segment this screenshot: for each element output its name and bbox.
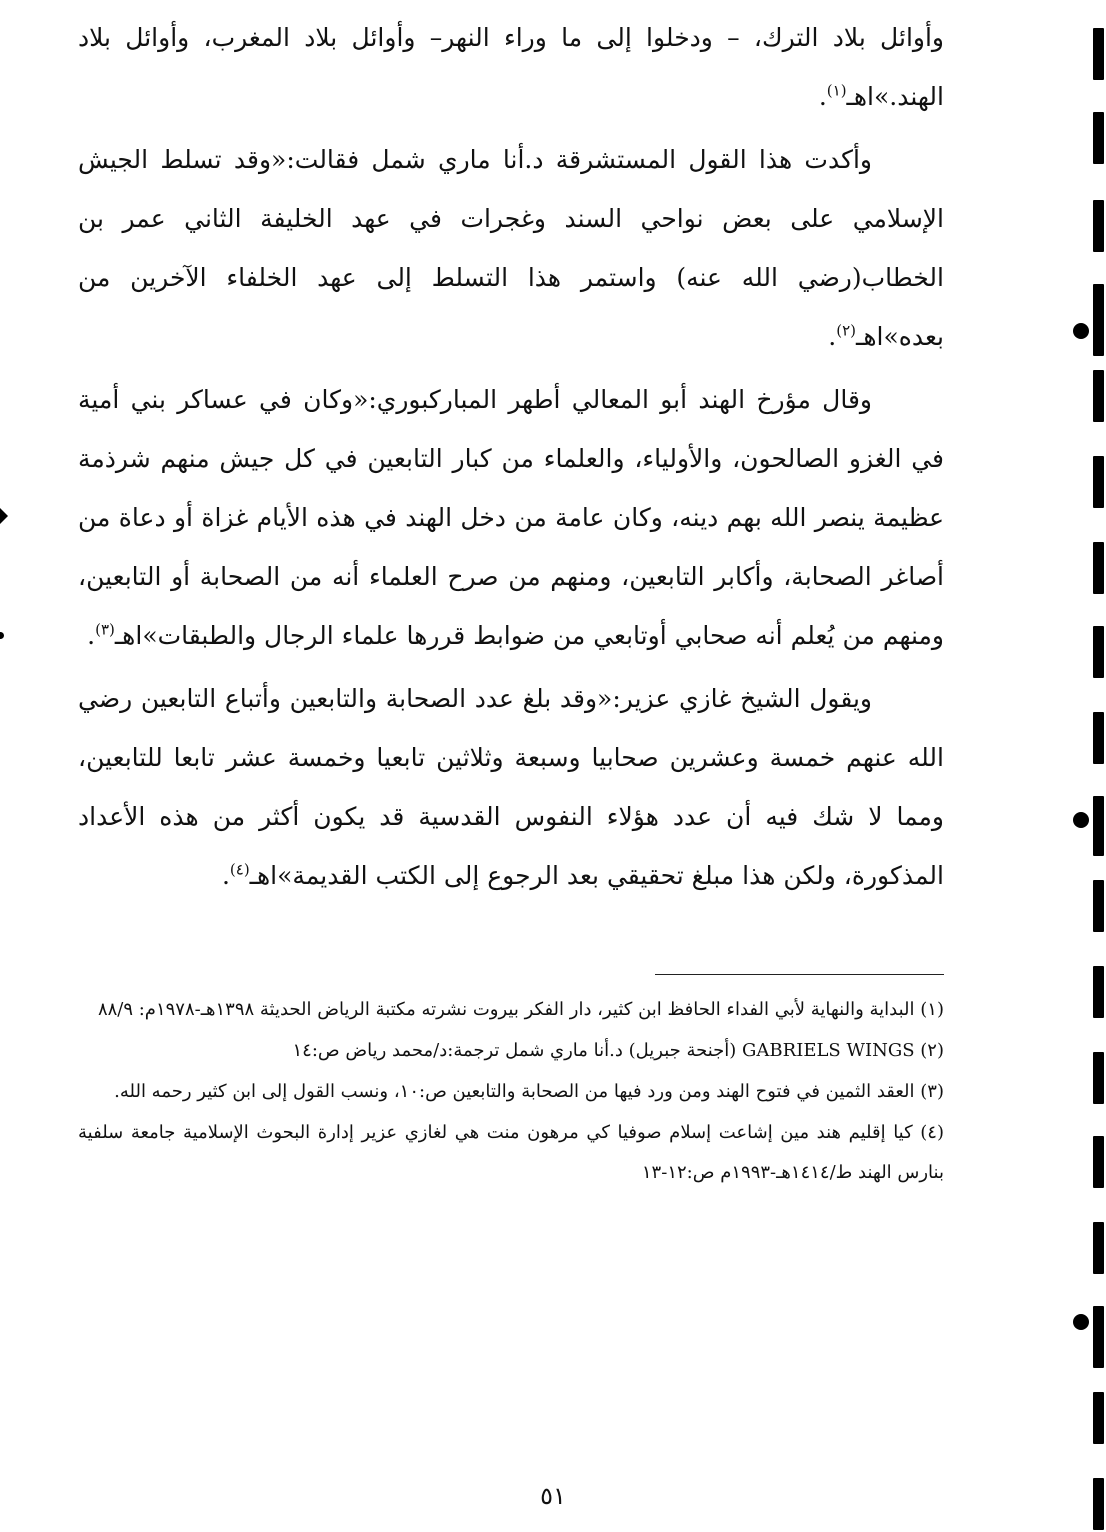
binding-mark bbox=[1093, 370, 1104, 422]
binding-mark bbox=[1093, 880, 1104, 932]
binding-mark bbox=[1093, 1052, 1104, 1104]
footnote-separator bbox=[655, 974, 944, 975]
binding-mark bbox=[1093, 200, 1104, 252]
footnote-3: (٣) العقد الثمين في فتوح الهند ومن ورد فيها من الصحابة والتابعين ص:١٠، ونسب القول إلى ابن كثير رحمه الله. bbox=[114, 1081, 944, 1102]
binding-mark bbox=[1093, 284, 1104, 356]
footnote-ref-4: (٤) bbox=[229, 860, 250, 879]
binding-mark bbox=[1093, 28, 1104, 80]
binding-hole bbox=[1073, 323, 1089, 339]
binding-mark bbox=[1093, 542, 1104, 594]
footnote-ref-2: (٢) bbox=[836, 321, 856, 340]
paragraph-3: وقال مؤرخ الهند أبو المعالي أطهر المباركبوري:«وكان في عساكر بني أمية في الغزو الصالحون، والأولياء، والعلماء من كبار التابعين في كل جيش منهم شرذمة عظيمة ينصر الله بهم دينه، وكان عامة من دخل الهند في هذه الأيام غزاة أو دعاة من أصاغر الصحابة، وأكابر التابعين، ومنهم من صرح العلماء أنه من الصحابة أو التابعين، ومنهم من يُعلم أنه صحابي أوتابعي من ضوابط قررها علماء الرجال والطبقات»اهـ$^{(٣)}$. bbox=[78, 385, 944, 650]
page-number: ٥١ bbox=[540, 1482, 566, 1510]
binding-mark bbox=[1093, 626, 1104, 678]
binding-mark bbox=[1093, 456, 1104, 508]
body-text bbox=[78, 8, 944, 909]
footnote-4: (٤) كيا إقليم هند مين إشاعت إسلام صوفيا كي مرهون منت هي لغازي عزير إدارة البحوث الإسلامية جامعة سلفية بنارس الهند ط/١٤١٤هـ-١٩٩٣م ص:١٢-١٣ bbox=[78, 1122, 944, 1183]
footnote-1: (١) البداية والنهاية لأبي الفداء الحافظ ابن كثير، دار الفكر بيروت نشرته مكتبة الرياض الحديثة ١٣٩٨هـ-١٩٧٨م: ٨٨/٩ bbox=[97, 999, 944, 1020]
binding-mark bbox=[1093, 1136, 1104, 1188]
footnote-2: (٢) GABRIELS WINGS (أجنحة جبريل) د.أنا ماري شمل ترجمة:د/محمد رياض ص:١٤ bbox=[292, 1040, 944, 1061]
paragraph-4: ويقول الشيخ غازي عزير:«وقد بلغ عدد الصحابة والتابعين وأتباع التابعين رضي الله عنهم خمسة وعشرين صحابيا وسبعة وثلاثين تابعيا وخمسة عشر تابعا للتابعين، ومما لا شك فيه أن عدد هؤلاء النفوس القدسية قد يكون أكثر من هذه الأعداد المذكورة، ولكن هذا مبلغ تحقيقي بعد الرجوع إلى الكتب القديمة»اهـ$^{(٤)}$. bbox=[78, 684, 944, 890]
binding-mark bbox=[1093, 1306, 1104, 1368]
footnote-ref-1: (١) bbox=[826, 81, 847, 100]
scan-speck bbox=[0, 508, 8, 524]
scan-speck bbox=[0, 632, 4, 639]
binding-hole bbox=[1073, 1314, 1089, 1330]
binding-mark bbox=[1093, 112, 1104, 164]
binding-mark bbox=[1093, 966, 1104, 1018]
footnote-ref-3: (٣) bbox=[95, 620, 115, 639]
binding-mark bbox=[1093, 1222, 1104, 1274]
binding-mark bbox=[1093, 712, 1104, 764]
binding-hole bbox=[1073, 812, 1089, 828]
footnotes bbox=[78, 990, 944, 1194]
binding-mark bbox=[1093, 796, 1104, 856]
binding-mark bbox=[1093, 1392, 1104, 1444]
paragraph-1: وأوائل بلاد الترك، – ودخلوا إلى ما وراء النهر– وأوائل بلاد المغرب، وأوائل بلاد الهند.»اهـ$^{(١)}$. bbox=[78, 23, 944, 111]
binding-mark bbox=[1093, 1478, 1104, 1530]
paragraph-2: وأكدت هذا القول المستشرقة د.أنا ماري شمل فقالت:«وقد تسلط الجيش الإسلامي على بعض نواحي السند وغجرات في عهد الخليفة الثاني عمر بن الخطاب(رضي الله عنه) واستمر هذا التسلط إلى عهد الخلفاء الآخرين من بعده»اهـ$^{(٢)}$. bbox=[78, 145, 944, 351]
